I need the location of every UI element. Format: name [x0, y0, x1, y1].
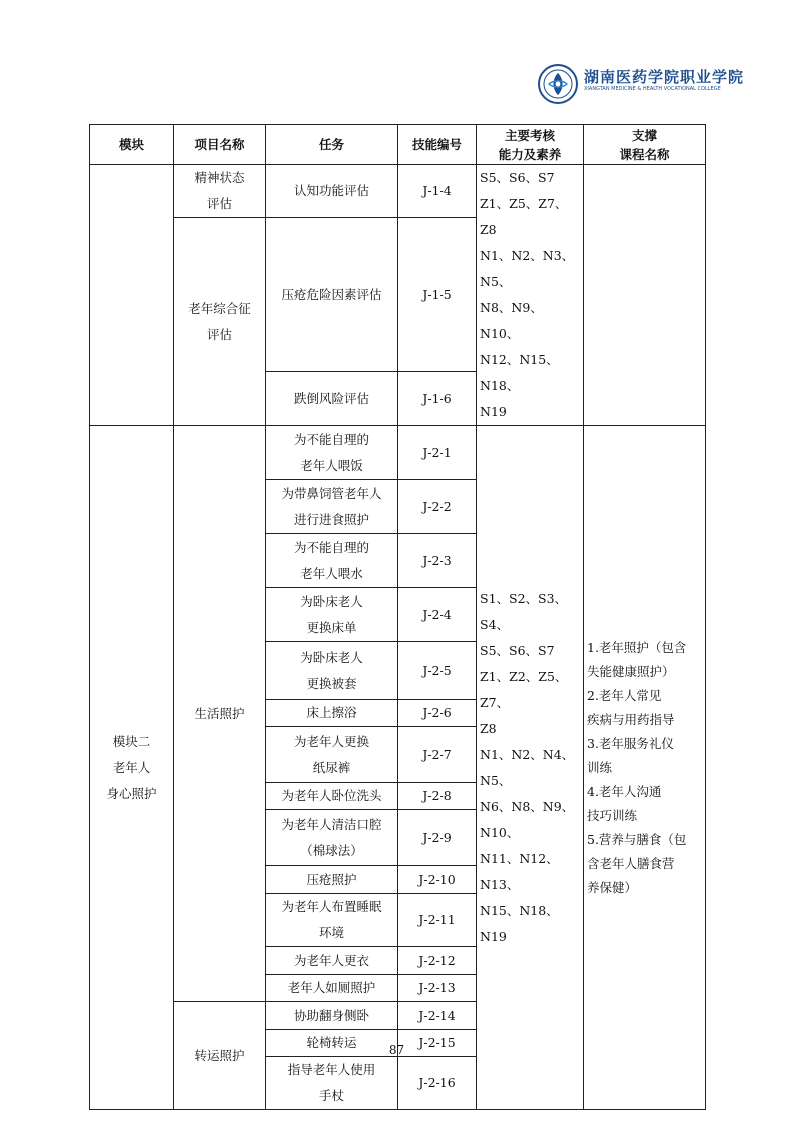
cell-text: J-1-5	[422, 286, 452, 302]
skill-code-cell	[398, 727, 477, 783]
college-logo	[538, 64, 745, 104]
abilities-cell	[477, 165, 584, 426]
skill-code-cell	[398, 642, 477, 700]
skill-code-cell	[398, 165, 477, 218]
cell-text: S1、S2、S3、S4、 S5、S6、S7 Z1、Z2、Z5、Z7、 Z8 N1、N2、N4、N5、 N6、N8、N9、N10、 N11、N12、N13、 N15、N18、N19	[480, 590, 575, 944]
skill-code-cell	[398, 218, 477, 372]
task-cell	[266, 165, 398, 218]
cell-text: 为带鼻饲管老年人 进行进食照护	[281, 485, 382, 527]
cell-text: J-2-4	[422, 606, 452, 622]
project-cell	[174, 165, 266, 218]
skill-code-cell	[398, 783, 477, 810]
table-row	[90, 426, 706, 480]
header-skill-code	[398, 125, 477, 165]
cell-text: 为老年人卧位洗头	[281, 788, 382, 803]
task-cell	[266, 975, 398, 1002]
cell-text: 为老年人更衣	[293, 952, 369, 968]
cell-text: 1.老年照护（包含 失能健康照护） 2.老年人常见 疾病与用药指导 3.老年服务礼仪 训练 4.老年人沟通 技巧训练 5.营养与膳食（包 含老年人膳食营 养保健）	[587, 639, 687, 895]
header-project	[174, 125, 266, 165]
cell-text: J-1-4	[422, 183, 452, 198]
cell-text: 任务	[318, 137, 344, 152]
cell-text: 精神状态 评估	[194, 170, 245, 211]
task-cell	[266, 810, 398, 866]
cell-text: S5、S6、S7 Z1、Z5、Z7、Z8 N1、N2、N3、N5、 N8、N9、N10、 N12、N15、N18、 N19	[480, 170, 575, 419]
cell-text: J-2-11	[418, 912, 456, 927]
skill-code-cell	[398, 947, 477, 975]
cell-text: 压疮危险因素评估	[281, 286, 382, 302]
cell-text: 轮椅转运	[306, 1035, 357, 1050]
cell-text: 老年综合征 评估	[188, 300, 251, 342]
skill-code-cell	[398, 372, 477, 426]
cell-text: 协助翻身侧卧	[293, 1007, 369, 1023]
cell-text: 为老年人清洁口腔 （棉球法）	[281, 816, 382, 858]
header-task	[266, 125, 398, 165]
cell-text: J-2-14	[418, 1007, 456, 1023]
courses-cell-empty	[584, 165, 706, 426]
courses-cell	[584, 426, 706, 1110]
cell-text: J-2-12	[418, 952, 456, 968]
task-cell	[266, 218, 398, 372]
cell-text: 项目名称	[194, 137, 245, 152]
table-row	[90, 165, 706, 218]
cell-text: J-2-9	[422, 829, 452, 845]
header-abilities	[477, 125, 584, 165]
cell-text: 跌倒风险评估	[293, 390, 369, 406]
task-cell	[266, 866, 398, 894]
cell-text: 模块二 老年人 身心照护	[106, 733, 157, 801]
cell-text: J-2-5	[422, 662, 452, 678]
cell-text: 指导老年人使用 手杖	[287, 1062, 376, 1103]
module-cell	[90, 426, 174, 1110]
cell-text: 老年人如厕照护	[287, 980, 376, 995]
task-cell	[266, 372, 398, 426]
cell-text: J-2-8	[422, 788, 452, 803]
task-cell	[266, 783, 398, 810]
skill-code-cell	[398, 1002, 477, 1030]
skill-code-cell	[398, 534, 477, 588]
header-courses	[584, 125, 706, 165]
skill-code-cell	[398, 588, 477, 642]
cell-text: 为卧床老人 更换床单	[300, 593, 363, 635]
header-module	[90, 125, 174, 165]
task-cell	[266, 727, 398, 783]
cell-text: 支撑 课程名称	[619, 127, 670, 162]
cell-text: 生活照护	[194, 705, 245, 721]
cell-text: 转运照护	[194, 1047, 245, 1063]
task-cell	[266, 1002, 398, 1030]
task-cell	[266, 480, 398, 534]
task-cell	[266, 588, 398, 642]
cell-text: J-2-13	[418, 980, 456, 995]
skill-code-cell	[398, 866, 477, 894]
cell-text: 技能编号	[411, 137, 462, 152]
cell-text: J-2-7	[422, 746, 452, 762]
cell-text: J-2-15	[418, 1035, 456, 1050]
cell-text: J-2-6	[422, 705, 452, 720]
college-emblem-icon	[538, 64, 578, 104]
skills-table	[89, 124, 706, 1110]
cell-text: 为卧床老人 更换被套	[300, 649, 363, 691]
cell-text: 压疮照护	[306, 871, 357, 887]
cell-text: 为不能自理的 老年人喂饭	[293, 431, 369, 473]
cell-text: 模块	[118, 137, 144, 152]
cell-text: J-2-16	[418, 1075, 456, 1090]
cell-text: J-2-10	[418, 871, 456, 887]
cell-text: J-2-1	[422, 444, 452, 460]
cell-text: 为老年人布置睡眠 环境	[281, 899, 382, 940]
task-cell	[266, 894, 398, 947]
page-number: 87	[388, 1043, 405, 1057]
abilities-cell	[477, 426, 584, 1110]
skill-code-cell	[398, 426, 477, 480]
cell-text: J-1-6	[422, 390, 452, 406]
table-header-row	[90, 125, 706, 165]
skill-code-cell	[398, 975, 477, 1002]
module-cell-empty	[90, 165, 174, 426]
task-cell	[266, 426, 398, 480]
cell-text: J-2-3	[422, 552, 452, 568]
skill-code-cell	[398, 700, 477, 727]
cell-text: 为老年人更换 纸尿裤	[293, 733, 369, 775]
skill-code-cell	[398, 894, 477, 947]
college-name: 湖南医药学院职业学院	[584, 68, 745, 86]
cell-text: 床上擦浴	[306, 705, 357, 720]
skill-code-cell	[398, 1057, 477, 1110]
skill-code-cell	[398, 810, 477, 866]
cell-text: J-2-2	[422, 498, 452, 514]
college-name-english: XIANGTAN MEDICINE & HEALTH VOCATIONAL COLLEGE	[584, 86, 721, 92]
task-cell	[266, 1057, 398, 1110]
skill-code-cell	[398, 480, 477, 534]
cell-text: 主要考核 能力及素养	[498, 127, 562, 162]
project-cell	[174, 426, 266, 1002]
cell-text: 认知功能评估	[293, 183, 369, 198]
task-cell	[266, 700, 398, 727]
task-cell	[266, 534, 398, 588]
project-cell	[174, 218, 266, 426]
task-cell	[266, 642, 398, 700]
cell-text: 为不能自理的 老年人喂水	[293, 539, 369, 581]
task-cell	[266, 947, 398, 975]
